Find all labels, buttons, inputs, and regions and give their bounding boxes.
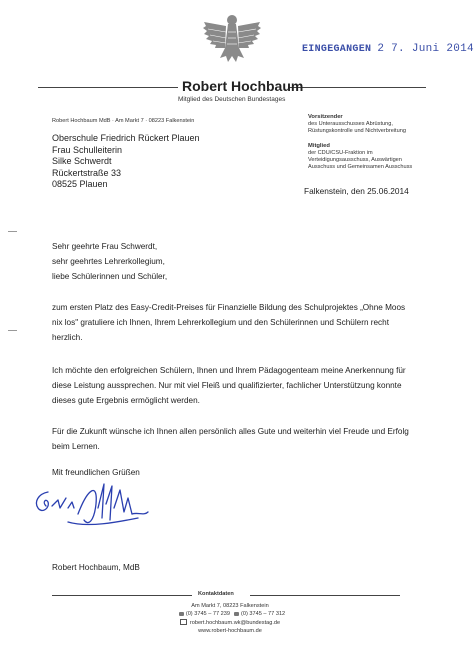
- handwritten-signature: [28, 478, 158, 536]
- paragraph-congratulations: zum ersten Platz des Easy-Credit-Preises für Finanzielle Bildung des Schulprojektes „Ohne Moos nix los" gratuliere ich Ihnen, Ihrem Lehrerkollegium und den Schülerinnen und Schülern recht herzlich.: [52, 303, 406, 342]
- address-line: Frau Schulleiterin: [52, 144, 123, 155]
- sender-line: Robert Hochbaum MdB · Am Markt 7 · 08223 Falkenstein: [52, 118, 195, 124]
- footer-phones: [150, 610, 310, 618]
- role-text: Rüstungskontrolle und Nichtverbreitung: [308, 128, 406, 135]
- federal-eagle-icon: [202, 12, 262, 64]
- letter-date: Falkenstein, den 25.06.2014: [304, 186, 409, 196]
- role-text: Ausschuss und Gemeinsamen Ausschuss: [308, 164, 413, 171]
- committee-info: [308, 114, 448, 171]
- footer-rule-left: [52, 595, 192, 596]
- contact-details: [150, 602, 310, 636]
- salutation-line: liebe Schülerinnen und Schüler,: [52, 272, 168, 281]
- closing: Mit freundlichen Grüßen: [52, 468, 140, 477]
- fold-mark: [8, 231, 17, 232]
- header-rule-right: [288, 87, 426, 88]
- footer-title: Kontaktdaten: [198, 591, 234, 597]
- footer-web[interactable]: www.robert-hochbaum.de: [198, 628, 262, 635]
- signer-name: Robert Hochbaum, MdB: [52, 563, 140, 572]
- address-line: Silke Schwerdt: [52, 156, 112, 166]
- fax-icon: [234, 612, 239, 616]
- address-line: 08525 Plauen: [52, 179, 108, 189]
- header-rule-left: [38, 87, 178, 88]
- role-heading-chair: Vorsitzender: [308, 114, 343, 120]
- role-heading-member: Mitglied: [308, 142, 330, 149]
- salutation-line: sehr geehrtes Lehrerkollegium,: [52, 257, 165, 266]
- stamp-label: EINGEGANGEN: [302, 44, 372, 55]
- salutation: [52, 239, 412, 284]
- footer-rule-right: [250, 595, 400, 596]
- salutation-line: Sehr geehrte Frau Schwerdt,: [52, 242, 158, 251]
- punch-mark: [8, 330, 17, 331]
- received-stamp: [302, 43, 474, 55]
- phone-icon: [179, 612, 184, 616]
- footer-address: Am Markt 7, 08223 Falkenstein: [191, 603, 269, 609]
- stamp-date: 2 7. Juni 2014: [377, 43, 474, 55]
- letterhead-name: Robert Hochbaum: [182, 78, 304, 94]
- role-text: des Unterausschusses Abrüstung,: [308, 121, 393, 128]
- paragraph-recognition: Ich möchte den erfolgreichen Schülern, Ihnen und Ihrem Pädagogenteam meine Anerkennung für diese Leistung aussprechen. Nur mit viel Fleiß und qualifizierter, fachlicher Unterstützung konnte dieses gute Ergebnis ermöglicht werden.: [52, 366, 406, 405]
- footer-phone: (0) 3745 – 77 239: [185, 611, 230, 618]
- footer-fax: (0) 3745 – 77 312: [241, 611, 286, 618]
- letterhead-subtitle: Mitglied des Deutschen Bundestages: [178, 96, 286, 103]
- paragraph-wishes: Für die Zukunft wünsche ich Ihnen allen persönlich alles Gute und weiterhin viel Freude und Erfolg beim Lernen.: [52, 427, 409, 451]
- recipient-address: [52, 133, 200, 191]
- role-text: der CDU/CSU-Fraktion im: [308, 149, 373, 156]
- address-line: Oberschule Friedrich Rückert Plauen: [52, 133, 200, 143]
- footer-email[interactable]: robert.hochbaum.wk@bundestag.de: [189, 619, 281, 626]
- email-icon: [180, 619, 187, 625]
- footer-email-row: [150, 619, 310, 627]
- address-line: Rückertstraße 33: [52, 167, 122, 178]
- role-text: Verteidigungsausschuss, Auswärtigen: [308, 157, 402, 164]
